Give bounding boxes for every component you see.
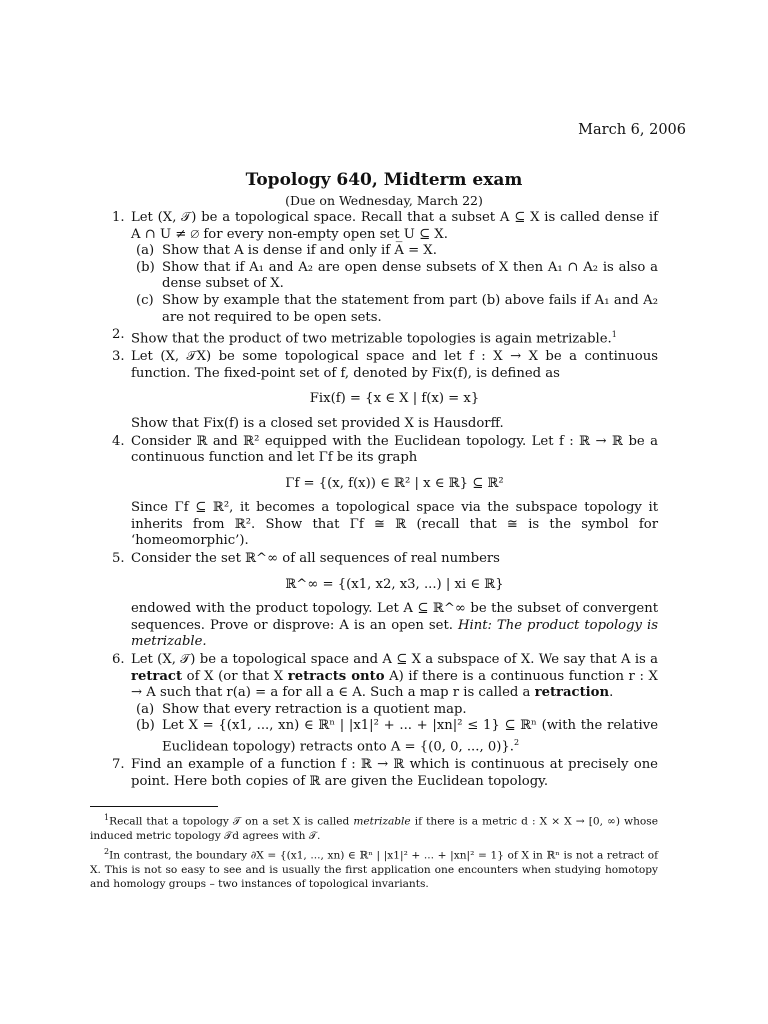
hint-text: Hint: The product topology is metrizable.: [131, 617, 658, 650]
term-retraction: retraction: [534, 685, 610, 701]
problem-continuation: Since Γf ⊆ ℝ², it becomes a topological space via the subspace topology it inherits from ℝ². Show that Γf ≅ ℝ (recall that ≅ is the symbol for ‘homeomorphic’).: [131, 500, 658, 549]
problem-text: Let (X, 𝒯X) be some topological space and let f : X → X be a continuous function. The fixed-point set of f, denoted by Fix(f), is defined as: [131, 349, 658, 381]
subpart-text: Show by example that the statement from part (b) above fails if A₁ and A₂ are not required to be open sets.: [162, 292, 658, 325]
problem-number: 3.: [112, 349, 125, 365]
text-segment: .: [609, 685, 614, 701]
subpart-label: (c): [136, 292, 154, 308]
problem-list: [112, 210, 658, 791]
problem-number: 4.: [112, 433, 125, 449]
footnote-text: if there is a metric d : X × X → [0, ∞) whose induced metric topology 𝒯d agrees with 𝒯.: [90, 815, 658, 842]
text-segment: of X (or that X: [186, 668, 284, 684]
problem-6a: [131, 702, 658, 719]
due-date-subtitle: (Due on Wednesday, March 22): [285, 193, 483, 208]
display-equation: Γf = {(x, f(x)) ∈ ℝ² | x ∈ ℝ} ⊆ ℝ²: [285, 475, 504, 491]
problem-text: Show that the product of two metrizable topologies is again metrizable.: [131, 331, 612, 347]
subpart-text: Show that A is dense if and only if A̅ = X.: [162, 243, 437, 259]
footnote-text: In contrast, the boundary ∂X = {(x1, ..., xn) ∈ ℝⁿ | |x1|² + ... + |xn|² = 1} of X in ℝⁿ is not a retract of X. This is not so easy to see and is usually the first application one encounters when studying homotopy and homology groups – two instances of topological invariants.: [90, 849, 658, 890]
problem-1b: [131, 260, 658, 293]
problem-continuation: [131, 601, 658, 651]
footnote-divider: [90, 806, 218, 807]
problem-1: [112, 210, 658, 326]
problem-7: [112, 757, 658, 790]
footnote-2: [90, 845, 658, 891]
exam-title: Topology 640, Midterm exam: [245, 170, 523, 190]
problem-number: 1.: [112, 210, 125, 225]
footnote-marker: 2: [513, 738, 520, 748]
display-equation: ℝ^∞ = {(x1, x2, x3, ...) | xi ∈ ℝ}: [285, 576, 504, 592]
problem-1c: [131, 293, 658, 326]
footnotes: [90, 811, 658, 893]
problem-text: [131, 652, 658, 702]
problem-text: Consider the set ℝ^∞ of all sequences of real numbers: [131, 551, 500, 567]
problem-number: 7.: [112, 757, 125, 772]
footnote-number: 2: [104, 846, 110, 856]
text-segment: A) if there is a continuous function r : X → A such that r(a) = a for all a ∈ A. Such a map r is called a: [131, 668, 658, 701]
continuation-text: endowed with the product topology. Let A ⊆ ℝ^∞ be the subset of convergent sequences. Prove or disprove: A is an open set.: [131, 601, 658, 633]
problem-text: Find an example of a function f : ℝ → ℝ which is continuous at precisely one point. Here both copies of ℝ are given the Euclidean topology.: [131, 757, 658, 789]
subpart-text: Show that if A₁ and A₂ are open dense subsets of X then A₁ ∩ A₂ is also a dense subset of X.: [162, 259, 658, 292]
problem-5: [112, 551, 658, 651]
display-equation: Fix(f) = {x ∈ X | f(x) = x}: [309, 391, 480, 407]
footnote-marker: 1: [611, 330, 617, 340]
problem-6b: [131, 718, 658, 756]
problem-6: [112, 652, 658, 756]
subpart-text: Show that every retraction is a quotient map.: [162, 701, 467, 717]
problem-2: [112, 327, 658, 348]
problem-number: 2.: [112, 327, 125, 343]
footnote-1: [90, 811, 658, 843]
footnote-number: 1: [104, 813, 110, 822]
problem-3: [112, 349, 658, 432]
subpart-label: (b): [136, 718, 155, 734]
term-retracts-onto: retracts onto: [287, 668, 385, 684]
exam-date: March 6, 2006: [578, 122, 686, 138]
subpart-label: (a): [136, 701, 155, 717]
problem-text: Consider ℝ and ℝ² equipped with the Euclidean topology. Let f : ℝ → ℝ be a continuous function and let Γf be its graph: [131, 433, 658, 466]
problem-4: [112, 433, 658, 551]
footnote-term: metrizable: [353, 815, 411, 828]
problem-1a: [131, 243, 658, 260]
footnote-text: Recall that a topology 𝒯 on a set X is called: [109, 815, 350, 828]
subpart-label: (a): [136, 243, 155, 259]
subpart-label: (b): [136, 259, 155, 275]
problem-continuation: Show that Fix(f) is a closed set provided X is Hausdorff.: [131, 415, 504, 431]
problem-number: 5.: [112, 551, 125, 567]
problem-number: 6.: [112, 652, 125, 668]
text-segment: Let (X, 𝒯) be a topological space and A ⊆ X a subspace of X. We say that A is a: [131, 652, 658, 668]
term-retract: retract: [131, 668, 183, 684]
subpart-text: Let X = {(x1, ..., xn) ∈ ℝⁿ | |x1|² + ... + |xn|² ≤ 1} ⊆ ℝⁿ (with the relative Euclidean topology) retracts onto A = {(0, 0, ..., 0)}.: [162, 718, 658, 755]
problem-text: Let (X, 𝒯) be a topological space. Recall that a subset A ⊆ X is called dense if A ∩ U ≠ ∅ for every non-empty open set U ⊆ X.: [131, 210, 658, 242]
